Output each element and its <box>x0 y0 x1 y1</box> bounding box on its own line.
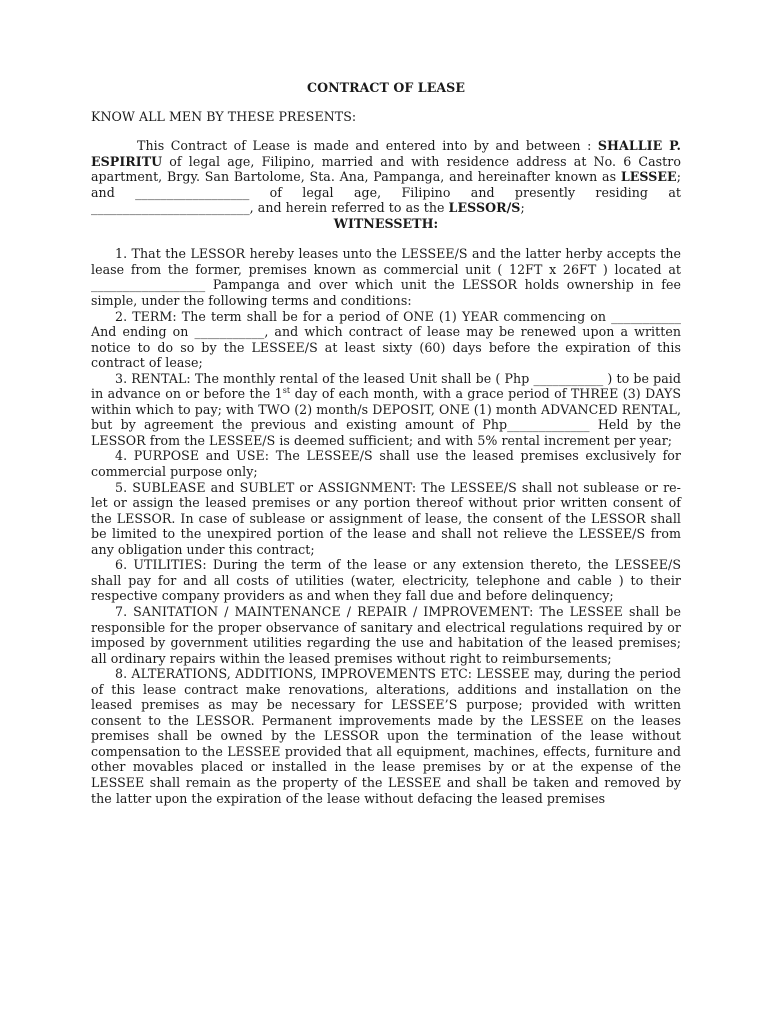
intro-text-1: This Contract of Lease is made and entered into by and between : <box>137 138 598 154</box>
intro-text-4: ; <box>520 200 525 216</box>
clause-4-purpose: 4. PURPOSE and USE: The LESSEE/S shall use the leased premises exclusively for commercial purpose only; <box>91 448 681 480</box>
intro-text-3: ; and __________________ of legal age, Filipino and presently residing at _________________________, and herein referred to as the <box>91 169 681 216</box>
ordinal-superscript: st <box>282 386 291 396</box>
know-all-heading: KNOW ALL MEN BY THESE PRESENTS: <box>91 108 357 124</box>
clause-5-sublease: 5. SUBLEASE and SUBLET or ASSIGNMENT: The LESSEE/S shall not sublease or re-let or assign the leased premises or any portion thereof without prior written consent of the LESSOR. In case of sublease or assignment of lease, the consent of the LESSOR shall be limited to the unexpired portion of the lease and shall not relieve the LESSEE/S from any obligation under this contract; <box>91 479 681 557</box>
lessee-word: LESSEE <box>620 169 677 185</box>
clause-3-text-b: day of each month, with a grace period of THREE (3) DAYS within which to pay; with TWO (2) month/s DEPOSIT, ONE (1) month ADVANCED RENTAL, but by agreement the previous and existing amount of Php_____________ Held by the LESSOR from the LESSEE/S is deemed sufficient; and with 5% rental increment per year; <box>91 386 681 448</box>
contract-document <box>91 80 681 806</box>
witnesseth-heading: WITNESSETH: <box>333 215 439 231</box>
clause-1: 1. That the LESSOR hereby leases unto the LESSEE/S and the latter herby accepts the lease from the former, premises known as commercial unit ( 12FT x 26FT ) located at __________________ Pampanga and over which unit the LESSOR holds ownership in fee simple, under the following terms and conditions: <box>91 246 681 309</box>
lessee-name: SHALLIE P. ESPIRITU <box>91 138 681 169</box>
clause-3-rental <box>91 371 681 449</box>
clause-3-text-a: 3. RENTAL: The monthly rental of the leased Unit shall be ( Php ___________ ) to be paid in advance on or before the 1 <box>91 370 681 402</box>
clause-8-alterations: 8. ALTERATIONS, ADDITIONS, IMPROVEMENTS ETC: LESSEE may, during the period of this lease contract make renovations, alterations, additions and installation on the leased premises as may be necessary for LESSEE’S purpose; provided with written consent to the LESSOR. Permanent improvements made by the LESSEE on the leases premises shall be owned by the LESSOR upon the termination of the lease without compensation to the LESSEE provided that all equipment, machines, effects, furniture and other movables placed or installed in the lease premises by or at the expense of the LESSEE shall remain as the property of the LESSEE and shall be taken and removed by the latter upon the expiration of the lease without defacing the leased premises <box>91 666 681 806</box>
intro-text-2: of legal age, Filipino, married and with residence address at No. 6 Castro apartment, Brgy. San Bartolome, Sta. Ana, Pampanga, and hereinafter known as <box>91 153 681 185</box>
intro-paragraph <box>91 138 681 216</box>
lessor-word: LESSOR/S <box>448 200 521 216</box>
clause-2-term: 2. TERM: The term shall be for a period of ONE (1) YEAR commencing on ___________ And ending on ___________, and which contract of lease may be renewed upon a written notice to do so by the LESSEE/S at least sixty (60) days before the expiration of this contract of lease; <box>91 308 681 371</box>
clause-6-utilities: 6. UTILITIES: During the term of the lease or any extension thereto, the LESSEE/S shall pay for and all costs of utilities (water, electricity, telephone and cable ) to their respective company providers as and when they fall due and before delinquency; <box>91 557 681 604</box>
clause-7-sanitation: 7. SANITATION / MAINTENANCE / REPAIR / IMPROVEMENT: The LESSEE shall be responsible for the proper observance of sanitary and electrical regulations required by or imposed by government utilities regarding the use and habitation of the leased premises; all ordinary repairs within the leased premises without right to reimbursements; <box>91 603 681 666</box>
document-title: CONTRACT OF LEASE <box>307 80 465 95</box>
